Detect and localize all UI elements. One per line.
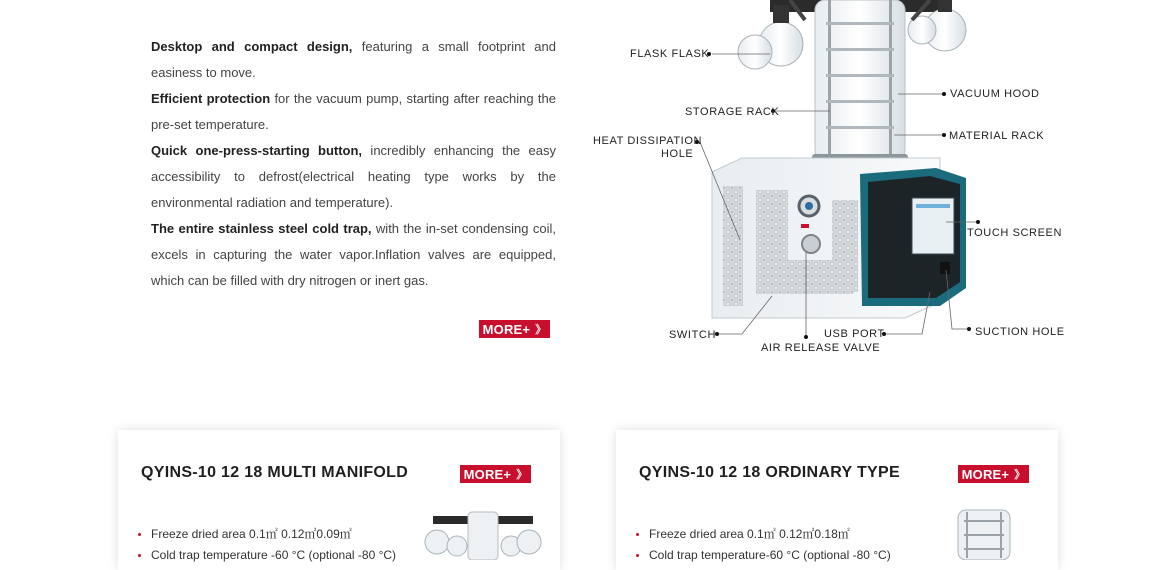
spec-list xyxy=(138,524,396,566)
callout-vacuum-hood: VACUUM HOOD xyxy=(950,88,1040,100)
spec-item: Freeze dried area 0.1㎡ 0.12㎡0.09㎡ xyxy=(138,524,396,545)
more-button-label: MORE+ xyxy=(463,466,512,482)
chevron-right-icon: 》 xyxy=(535,324,547,336)
more-button-label: MORE+ xyxy=(961,466,1010,482)
more-button-label: MORE+ xyxy=(482,321,531,337)
more-button[interactable] xyxy=(460,465,531,483)
callout-flask: FLASK FLASK xyxy=(630,48,710,60)
product-title[interactable]: QYINS-10 12 18 ORDINARY TYPE xyxy=(639,464,900,481)
chevron-right-icon: 》 xyxy=(1014,469,1026,481)
feature-text: featuring a small footprint and easiness to move. xyxy=(151,39,556,80)
feature-lead: The entire stainless steel cold trap, xyxy=(151,221,372,236)
more-button[interactable] xyxy=(958,465,1029,483)
product-card-multi-manifold[interactable] xyxy=(118,430,560,570)
spec-item: Cold trap temperature-60 °C (optional -80 °C) xyxy=(636,545,891,566)
feature-lead: Quick one-press-starting button, xyxy=(151,143,363,158)
feature-text: with the in-set condensing coil, excels in capturing the water vapor.Inflation valves are equipped, which can be filled with dry nitrogen or inert gas. xyxy=(151,221,556,288)
callout-usb-port: USB PORT xyxy=(824,328,885,340)
callout-suction-hole: SUCTION HOLE xyxy=(975,326,1065,338)
product-thumbnail[interactable] xyxy=(423,510,543,560)
feature-lead: Efficient protection xyxy=(151,91,271,106)
callout-heat-dissipation: HEAT DISSIPATION xyxy=(593,135,703,147)
callout-switch: SWITCH xyxy=(669,329,716,341)
feature-text: for the vacuum pump, starting after reaching the pre-set temperature. xyxy=(151,91,556,132)
spec-item: Cold trap temperature -60 °C (optional -80 °C) xyxy=(138,545,396,566)
spec-list xyxy=(636,524,891,566)
chevron-right-icon: 》 xyxy=(516,469,528,481)
product-thumbnail[interactable] xyxy=(954,508,1014,560)
spec-item: Freeze dried area 0.1㎡ 0.12㎡0.18㎡ xyxy=(636,524,891,545)
feature-text: incredibly enhancing the easy accessibility to defrost(electrical heating type works by the environmental radiation and temperature). xyxy=(151,143,556,210)
feature-lead: Desktop and compact design, xyxy=(151,39,353,54)
machine-body xyxy=(712,158,966,318)
callout-storage-rack: STORAGE RACK xyxy=(685,106,780,118)
vacuum-hood xyxy=(812,0,908,164)
callout-air-release-valve: AIR RELEASE VALVE xyxy=(761,342,881,354)
callout-heat-dissipation-hole: HOLE xyxy=(661,148,694,160)
product-title[interactable]: QYINS-10 12 18 MULTI MANIFOLD xyxy=(141,464,409,481)
callout-material-rack: MATERIAL RACK xyxy=(949,130,1045,142)
callout-touch-screen: TOUCH SCREEN xyxy=(967,227,1063,239)
product-card-ordinary-type[interactable] xyxy=(616,430,1058,570)
